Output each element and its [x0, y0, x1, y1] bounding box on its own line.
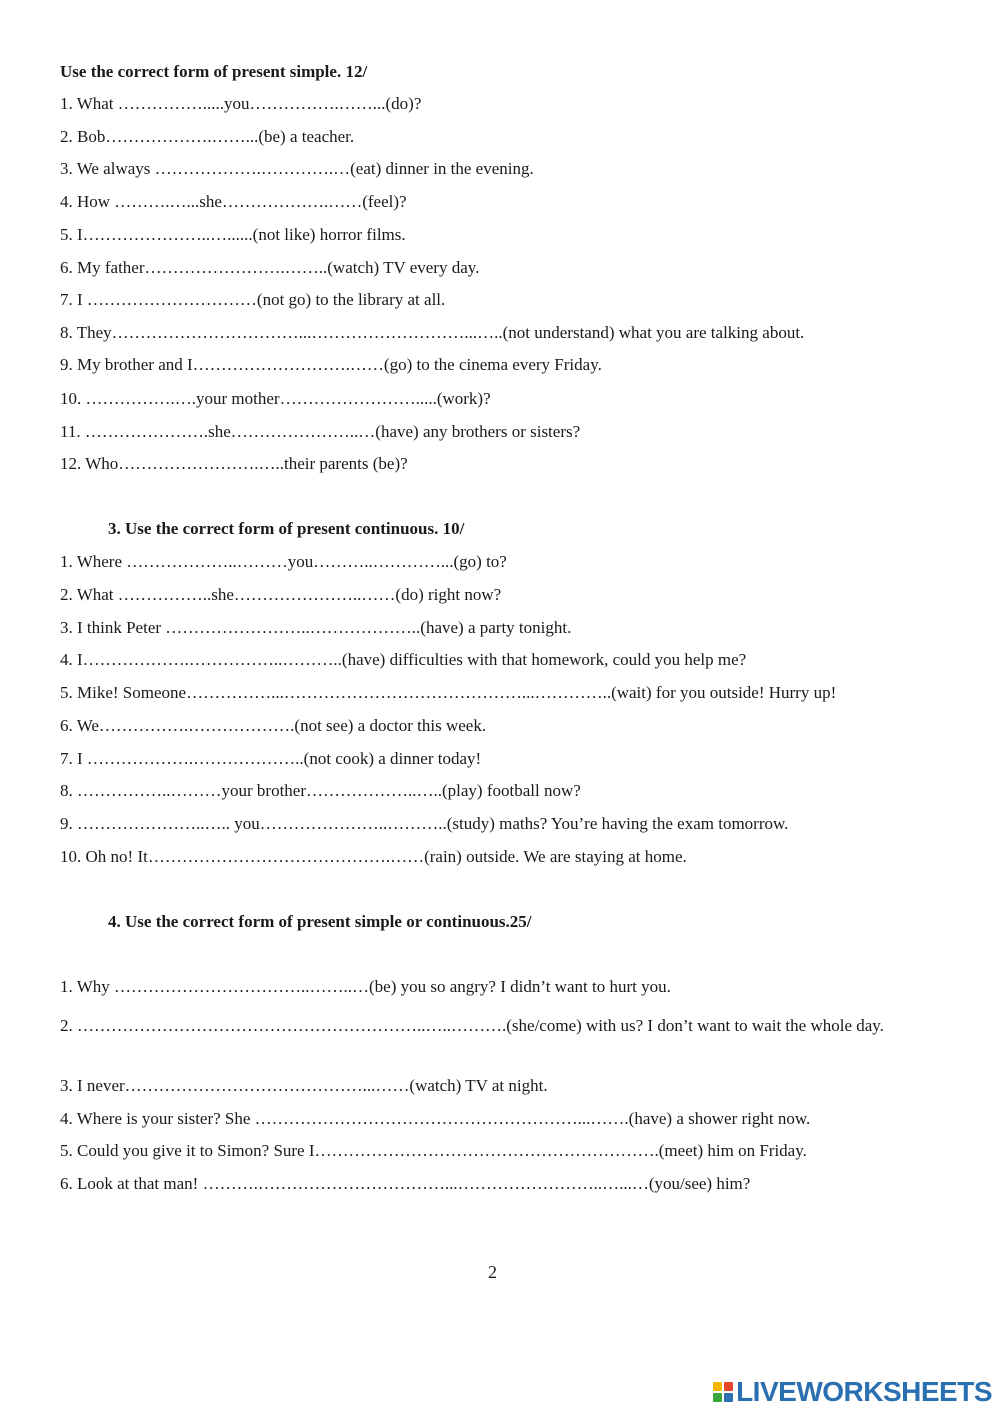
exercise-item: 4. Where is your sister? She …………………………………………………...…….(have) a shower right now. — [60, 1109, 811, 1128]
exercise-item: 3. I never……………………………………...……(watch) TV at night. — [60, 1076, 548, 1095]
exercise-item: 1. Where ………………..………you………..…………...(go) to? — [60, 552, 507, 571]
exercise-item: 8. They……………………………...………………………...…..(not understand) what you are talking about. — [60, 323, 805, 342]
exercise-item: 2. ……………………………………………………..…..……….(she/come) with us? I don’t want to wait the whole day. — [60, 1016, 884, 1035]
exercise-item: 8. ……………..………your brother………………..…..(play) football now? — [60, 781, 581, 800]
liveworksheets-logo-text: LIVEWORKSHEETS — [736, 1376, 992, 1407]
exercise-item: 5. Could you give it to Simon? Sure I…………………………………………………….(meet) him on Friday. — [60, 1141, 807, 1160]
exercise-item: 9. …………………..….. you…………………..………..(study) maths? You’re having the exam tomorrow. — [60, 814, 789, 833]
exercise-item: 4. How ……….…...she……………….……(feel)? — [60, 192, 407, 211]
exercise-item: 1. Why ……………………………..……..…(be) you so angry? I didn’t want to hurt you. — [60, 977, 671, 996]
exercise-item: 3. We always ……………….………….…(eat) dinner in the evening. — [60, 159, 534, 178]
exercise-item: 5. I…………………..…......(not like) horror films. — [60, 225, 406, 244]
exercise-item: 1. What …………….....you…………….……...(do)? — [60, 94, 422, 113]
exercise-item: 10. Oh no! It…………………………………….……(rain) outside. We are staying at home. — [60, 847, 687, 866]
exercise-item: 7. I ……………….………………..(not cook) a dinner today! — [60, 749, 482, 768]
exercise-item: 5. Mike! Someone……………...……………………………………...…………..(wait) for you outside! Hurry up! — [60, 683, 837, 702]
exercise-item: 10. …………….….your mother…………………….....(work)? — [60, 389, 491, 408]
section-heading-simple-or-continuous: 4. Use the correct form of present simple or continuous.25/ — [108, 912, 532, 931]
exercise-item: 2. Bob……………….……...(be) a teacher. — [60, 127, 355, 146]
exercise-item: 2. What ……………..she…………………..……(do) right now? — [60, 585, 502, 604]
liveworksheets-logo-icon — [713, 1382, 733, 1402]
exercise-item: 11. ………………….she…………………..…(have) any brothers or sisters? — [60, 422, 581, 441]
section-heading-present-continuous: 3. Use the correct form of present continuous. 10/ — [108, 519, 465, 538]
liveworksheets-logo — [713, 1377, 992, 1407]
page-number: 2 — [488, 1262, 497, 1282]
exercise-item: 6. My father…………………….……..(watch) TV every day. — [60, 258, 480, 277]
exercise-item: 6. Look at that man! ……….……………………………...……………………..…...…(you/see) him? — [60, 1174, 751, 1193]
exercise-item: 12. Who…………………….…..their parents (be)? — [60, 454, 408, 473]
section-heading-present-simple: Use the correct form of present simple. 12/ — [60, 62, 368, 81]
exercise-item: 9. My brother and I……………………….……(go) to the cinema every Friday. — [60, 355, 602, 374]
exercise-item: 6. We…………….……………….(not see) a doctor this week. — [60, 716, 487, 735]
exercise-item: 4. I……………….……………..………..(have) difficulties with that homework, could you help me? — [60, 650, 747, 669]
exercise-item: 7. I …………………………(not go) to the library at all. — [60, 290, 446, 309]
exercise-item: 3. I think Peter ……………………..………………..(have) a party tonight. — [60, 618, 572, 637]
